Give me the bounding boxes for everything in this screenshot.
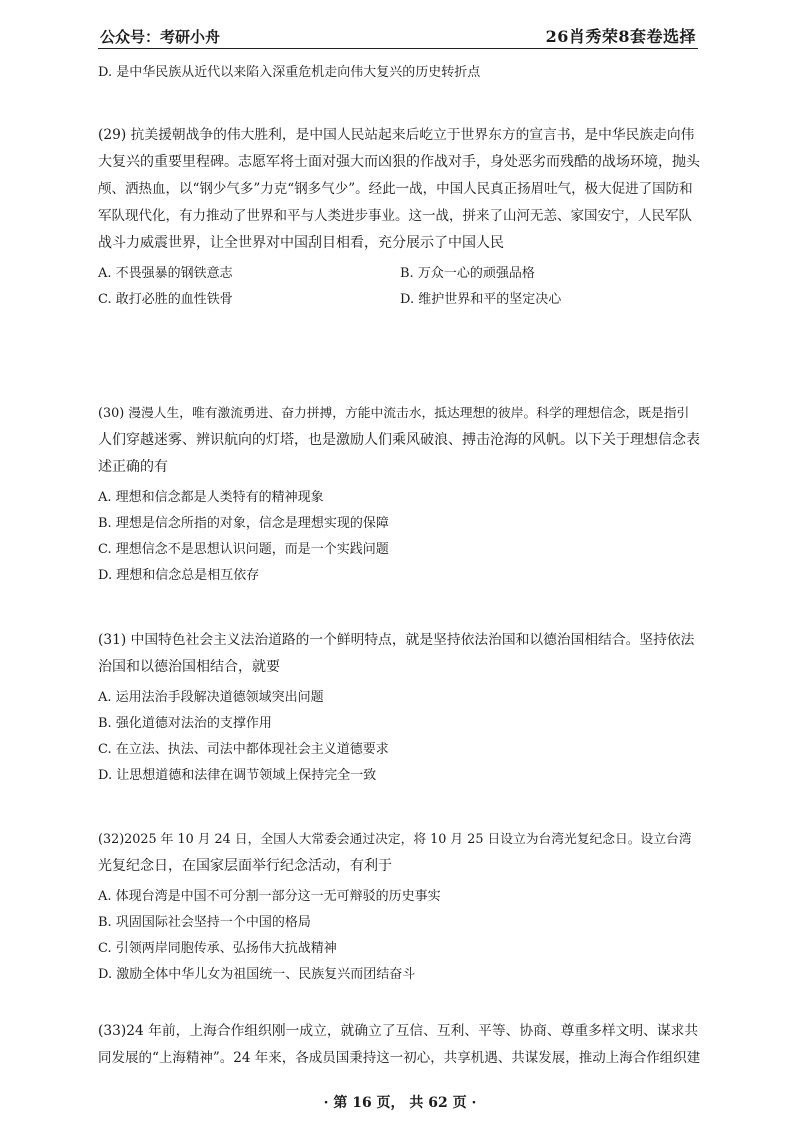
question-stem-line: (30) 漫漫人生，唯有激流勇进、奋力拼搏，方能中流击水，抵达理想的彼岸。科学的理想信念，既是指引	[98, 406, 690, 421]
question-stem-line: (33)24 年前，上海合作组织刚一成立，就确立了互信、互利、平等、协商、尊重多样文明、谋求共	[98, 1023, 699, 1039]
option-b: B. 万众一心的顽强品格	[400, 266, 535, 281]
question-32	[98, 826, 700, 988]
question-stem-line: 颅、洒热血，以“钢少气多”力克“钢多气少”。经此一战，中国人民真正扬眉吐气，极大促进了国防和	[98, 181, 693, 197]
question-stem-line: 治国和以德治国相结合，就要	[98, 659, 280, 675]
question-stem-line: 人们穿越迷雾、辨识航向的灯塔，也是激励人们乘风破浪、搏击沧海的风帆。以下关于理想信念表	[98, 432, 700, 448]
option-c: C. 在立法、执法、司法中都体现社会主义道德要求	[98, 742, 389, 757]
option-b: B. 强化道德对法治的支撑作用	[98, 716, 272, 731]
question-29	[98, 122, 700, 313]
question-stem-line: (29) 抗美援朝战争的伟大胜利，是中国人民站起来后屹立于世界东方的宣言书，是中华民族走向伟	[98, 127, 695, 143]
question-30	[98, 400, 700, 589]
option-d: D. 激励全体中华儿女为祖国统一、民族复兴而团结奋斗	[98, 967, 416, 982]
option-d: D. 是中华民族从近代以来陷入深重危机走向伟大复兴的历史转折点	[98, 65, 481, 80]
option-a: A. 理想和信念都是人类特有的精神现象	[98, 490, 324, 505]
option-b: B. 理想是信念所指的对象，信念是理想实现的保障	[98, 516, 389, 531]
option-c: C. 引领两岸同胞传承、弘扬伟大抗战精神	[98, 941, 337, 956]
option-a: A. 运用法治手段解决道德领域突出问题	[98, 690, 324, 705]
option-a: A. 不畏强暴的钢铁意志	[98, 266, 233, 281]
option-a: A. 体现台湾是中国不可分割一部分这一无可辩驳的历史事实	[98, 889, 441, 904]
question-stem-line: 同发展的“上海精神”。24 年来，各成员国秉持这一初心，共享机遇、共谋发展，推动上海合作组织建	[98, 1050, 701, 1066]
option-c: C. 理想信念不是思想认识问题，而是一个实践问题	[98, 542, 389, 557]
question-stem-line: 大复兴的重要里程碑。志愿军将士面对强大而凶狠的作战对手，身处恶劣而残酷的战场环境，抛头	[98, 154, 700, 170]
question-stem-line: (31) 中国特色社会主义法治道路的一个鲜明特点，就是坚持依法治国和以德治国相结合。坚持依法	[98, 632, 695, 648]
question-33	[98, 1018, 700, 1072]
option-d: D. 维护世界和平的坚定决心	[400, 292, 562, 307]
page-header	[98, 24, 698, 49]
header-right-text: 26肖秀荣8套卷选择	[545, 27, 696, 46]
question-31	[98, 627, 700, 789]
option-d: D. 理想和信念总是相互依存	[98, 568, 260, 583]
option-row	[98, 261, 700, 287]
question-stem-line: 军队现代化，有力推动了世界和平与人类进步事业。这一战，拼来了山河无恙、家国安宁，人民军队	[98, 208, 692, 224]
option-c: C. 敢打必胜的血性铁骨	[98, 292, 233, 307]
question-stem-line: 战斗力威震世界，让全世界对中国刮目相看，充分展示了中国人民	[98, 235, 504, 251]
prev-question-option-d	[98, 60, 700, 86]
header-left-text: 公众号：考研小舟	[100, 28, 221, 46]
question-stem-line: 光复纪念日，在国家层面举行纪念活动，有利于	[98, 858, 392, 874]
question-stem-line: (32)2025 年 10 月 24 日，全国人大常委会通过决定，将 10 月 25 日设立为台湾光复纪念日。设立台湾	[98, 832, 692, 847]
option-b: B. 巩固国际社会坚持一个中国的格局	[98, 915, 311, 930]
page-footer: · 第 16 页， 共 62 页 ·	[323, 1095, 477, 1111]
option-row	[98, 287, 700, 313]
option-d: D. 让思想道德和法律在调节领域上保持完全一致	[98, 768, 377, 783]
question-stem-line: 述正确的有	[98, 459, 168, 475]
